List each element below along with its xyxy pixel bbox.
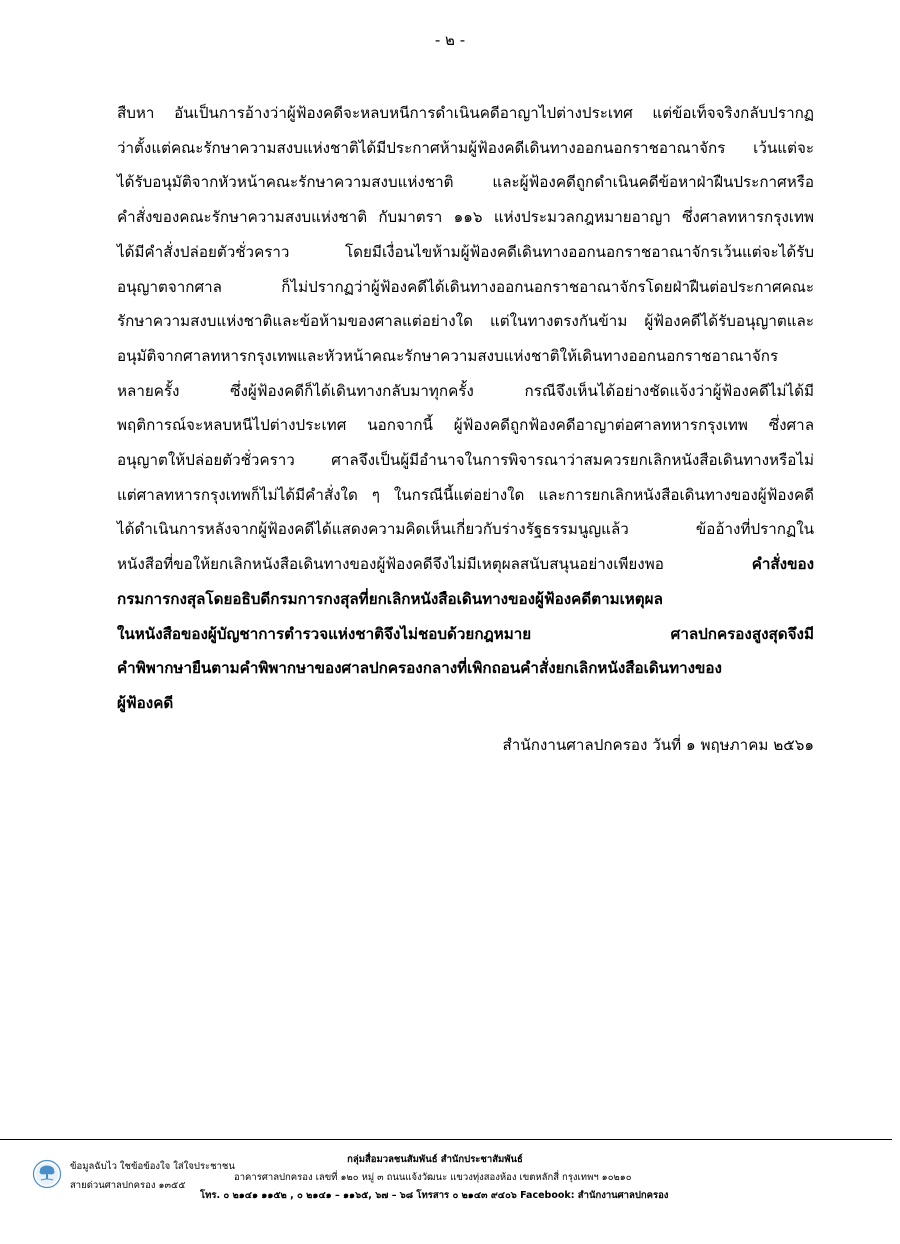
footer-org-name: กลุ่มสื่อมวลชนสัมพันธ์ สำนักประชาสัมพันธ์ bbox=[347, 1154, 523, 1165]
ruling-line: กรมการกงสุลโดยอธิบดีกรมการกงสุลที่ยกเลิกหนังสือเดินทางของผู้ฟ้องคดีตามเหตุผล bbox=[117, 589, 663, 608]
body-line: ได้รับอนุมัติจากหัวหน้าคณะรักษาความสงบแห่งชาติ และผู้ฟ้องคดีถูกดำเนินคดีข้อหาฝ่าฝืนประกาศหรือ bbox=[117, 173, 814, 192]
trust-tree-logo-icon bbox=[32, 1159, 62, 1189]
ruling-line: ผู้ฟ้องคดี bbox=[117, 693, 174, 712]
body-line: พฤติการณ์จะหลบหนีไปต่างประเทศ นอกจากนี้ ผู้ฟ้องคดีถูกฟ้องคดีอาญาต่อศาลทหารกรุงเทพ ซึ่งศาล bbox=[117, 416, 814, 435]
ruling-line: ในหนังสือของผู้บัญชาการตำรวจแห่งชาติจึงไม่ชอบด้วยกฎหมาย ศาลปกครองสูงสุดจึงมี bbox=[117, 624, 814, 643]
body-line: ได้มีคำสั่งปล่อยตัวชั่วคราว โดยมีเงื่อนไขห้ามผู้ฟ้องคดีเดินทางออกนอกราชอาณาจักรเว้นแต่จะได้รับ bbox=[117, 242, 814, 261]
body-line-mixed bbox=[117, 547, 814, 582]
body-text bbox=[117, 96, 814, 721]
page-number: - ๒ - bbox=[434, 31, 466, 49]
footer-contact-block bbox=[200, 1151, 750, 1205]
body-line: ว่าตั้งแต่คณะรักษาความสงบแห่งชาติได้มีประกาศห้ามผู้ฟ้องคดีเดินทางออกนอกราชอาณาจักร เว้นแต่จะ bbox=[117, 138, 814, 157]
signature-line: สำนักงานศาลปกครอง วันที่ ๑ พฤษภาคม ๒๕๖๑ bbox=[502, 736, 814, 754]
ruling-start: คำสั่งของ bbox=[751, 555, 814, 574]
footer-hotline: สายด่วนศาลปกครอง ๑๓๕๕ bbox=[70, 1180, 186, 1191]
body-line: อนุมัติจากศาลทหารกรุงเทพและหัวหน้าคณะรักษาความสงบแห่งชาติให้เดินทางออกนอกราชอาณาจักร bbox=[117, 346, 779, 365]
footer-phone-fax: โทร. ๐ ๒๑๔๑ ๑๑๕๒ , ๐ ๒๑๔๑ – ๑๑๖๕, ๖๗ – ๖๘ โทรสาร ๐ ๒๑๔๓ ๙๔๐๖ Facebook: สำนักงานศาลปกครอง bbox=[200, 1190, 669, 1201]
footer-address: อาคารศาลปกครอง เลขที่ ๑๒๐ หมู่ ๓ ถนนแจ้งวัฒนะ แขวงทุ่งสองห้อง เขตหลักสี่ กรุงเทพฯ ๑๐๒๑๐ bbox=[234, 1172, 632, 1183]
body-line: คำสั่งของคณะรักษาความสงบแห่งชาติ กับมาตรา ๑๑๖ แห่งประมวลกฎหมายอาญา ซึ่งศาลทหารกรุงเทพ bbox=[117, 208, 814, 227]
body-line-normal-part: หนังสือที่ขอให้ยกเลิกหนังสือเดินทางของผู้ฟ้องคดีจึงไม่มีเหตุผลสนับสนุนอย่างเพียงพอ bbox=[117, 555, 752, 574]
body-line: อนุญาตให้ปล่อยตัวชั่วคราว ศาลจึงเป็นผู้มีอำนาจในการพิจารณาว่าสมควรยกเลิกหนังสือเดินทางหรือไม่ bbox=[117, 451, 814, 470]
body-line: รักษาความสงบแห่งชาติและข้อห้ามของศาลแต่อย่างใด แต่ในทางตรงกันข้าม ผู้ฟ้องคดีได้รับอนุญาตและ bbox=[117, 312, 814, 331]
body-line: แต่ศาลทหารกรุงเทพก็ไม่ได้มีคำสั่งใด ๆ ในกรณีนี้แต่อย่างใด และการยกเลิกหนังสือเดินทางของผู้ฟ้องคดี bbox=[117, 485, 814, 504]
body-line: อนุญาตจากศาล ก็ไม่ปรากฏว่าผู้ฟ้องคดีได้เดินทางออกนอกราชอาณาจักรโดยฝ่าฝืนต่อประกาศคณะ bbox=[117, 277, 814, 296]
body-line: สืบหา อันเป็นการอ้างว่าผู้ฟ้องคดีจะหลบหนีการดำเนินคดีอาญาไปต่างประเทศ แต่ข้อเท็จจริงกลับปรากฏ bbox=[117, 104, 814, 122]
body-line: ได้ดำเนินการหลังจากผู้ฟ้องคดีได้แสดงความคิดเห็นเกี่ยวกับร่างรัฐธรรมนูญแล้ว ข้ออ้างที่ปรากฏใน bbox=[117, 520, 814, 539]
footer-slogan: ข้อมูลฉับไว ใชข้อข้องใจ ใส่ใจประชาชน bbox=[70, 1161, 235, 1172]
ruling-line: คำพิพากษายืนตามคำพิพากษาของศาลปกครองกลางที่เพิกถอนคำสั่งยกเลิกหนังสือเดินทางของ bbox=[117, 659, 722, 678]
footer-divider bbox=[0, 1139, 892, 1140]
body-line: หลายครั้ง ซึ่งผู้ฟ้องคดีก็ได้เดินทางกลับมาทุกครั้ง กรณีจึงเห็นได้อย่างชัดแจ้งว่าผู้ฟ้องคดีไม่ได้มี bbox=[117, 381, 814, 400]
